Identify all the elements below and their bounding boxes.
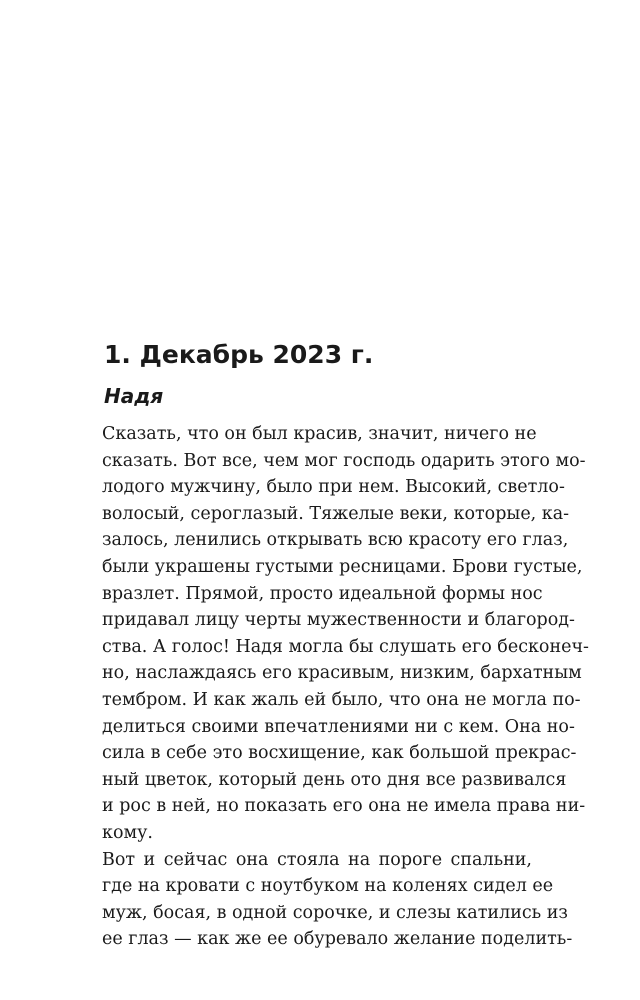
text-line: ный цветок, который день ото дня все развивался [102,769,567,790]
section-heading: Надя [104,384,164,408]
text-line: тембром. И как жаль ей было, что она не могла по- [102,689,581,710]
text-line: но, наслаждаясь его красивым, низким, бархатным [102,663,582,684]
chapter-title: 1. Декабрь 2023 г. [104,340,374,369]
text-line: ее глаз — как же ее обуревало желание поделить- [102,929,573,950]
text-line: сказать. Вот все, чем мог господь одарить этого мо- [102,450,586,471]
text-line: муж, босая, в одной сорочке, и слезы катились из [102,902,568,923]
text-line: лодого мужчину, было при нем. Высокий, светло- [102,477,565,498]
text-line: кому. [102,822,153,843]
text-line: сила в себе это восхищение, как большой прекрас- [102,743,577,764]
text-line: волосый, сероглазый. Тяжелые веки, которые, ка- [102,503,570,524]
text-line: придавал лицу черты мужественности и благород- [102,610,575,631]
text-line: Сказать, что он был красив, значит, ничего не [102,424,537,444]
body-text [102,421,589,953]
text-line: делиться своими впечатлениями ни с кем. Она но- [102,716,575,737]
text-line: вразлет. Прямой, просто идеальной формы нос [102,583,543,604]
text-line: и рос в ней, но показать его она не имела права ни- [102,796,586,817]
text-line: где на кровати с ноутбуком на коленях сидел ее [102,876,554,897]
text-line: Вот и сейчас она стояла на пороге спальни, [102,849,532,870]
text-line: были украшены густыми ресницами. Брови густые, [102,556,583,577]
text-line: ства. А голос! Надя могла бы слушать его бесконеч- [102,636,589,657]
text-line: залось, ленились открывать всю красоту его глаз, [102,530,569,551]
